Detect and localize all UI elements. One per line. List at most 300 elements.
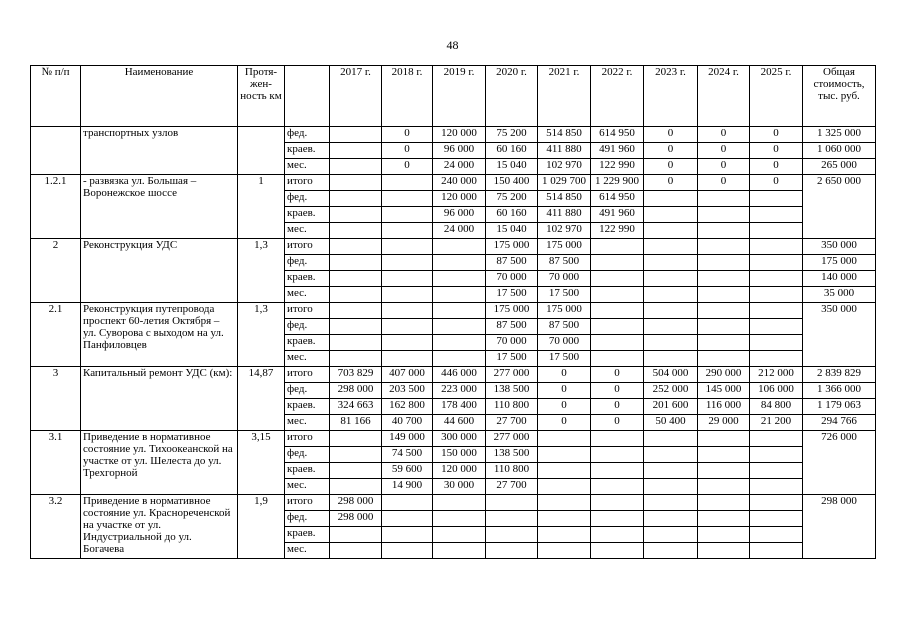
value-cell: 175 000 xyxy=(538,239,591,255)
value-cell xyxy=(591,271,644,287)
value-cell: 17 500 xyxy=(538,287,591,303)
value-cell: 504 000 xyxy=(644,367,698,383)
value-cell xyxy=(433,511,486,527)
value-cell xyxy=(750,255,803,271)
row-type-cell: итого xyxy=(285,175,330,191)
value-cell xyxy=(591,287,644,303)
header-length: Протя-жен-ность км xyxy=(238,66,285,127)
total-cell: 350 000 xyxy=(803,303,876,367)
header-year: 2025 г. xyxy=(750,66,803,127)
value-cell xyxy=(538,495,591,511)
row-type-cell: мес. xyxy=(285,479,330,495)
value-cell xyxy=(538,543,591,559)
value-cell xyxy=(698,191,750,207)
value-cell: 70 000 xyxy=(486,335,538,351)
value-cell xyxy=(382,303,433,319)
value-cell xyxy=(538,463,591,479)
value-cell: 446 000 xyxy=(433,367,486,383)
value-cell xyxy=(644,431,698,447)
value-cell xyxy=(698,255,750,271)
value-cell: 0 xyxy=(538,383,591,399)
row-length-cell: 1 xyxy=(238,175,285,239)
value-cell: 514 850 xyxy=(538,191,591,207)
row-number-cell: 3.2 xyxy=(31,495,81,559)
value-cell: 175 000 xyxy=(538,303,591,319)
value-cell xyxy=(591,319,644,335)
value-cell: 290 000 xyxy=(698,367,750,383)
value-cell: 149 000 xyxy=(382,431,433,447)
value-cell: 298 000 xyxy=(330,495,382,511)
value-cell xyxy=(433,543,486,559)
value-cell: 0 xyxy=(591,415,644,431)
value-cell xyxy=(750,303,803,319)
value-cell: 0 xyxy=(750,127,803,143)
row-name-cell: Приведение в нормативное состояние ул. Краснореченской на участке от ул. Индустриальной до ул. Богачева xyxy=(81,495,238,559)
header-year: 2021 г. xyxy=(538,66,591,127)
value-cell: 50 400 xyxy=(644,415,698,431)
value-cell: 298 000 xyxy=(330,383,382,399)
value-cell xyxy=(644,271,698,287)
total-cell: 140 000 xyxy=(803,271,876,287)
value-cell: 27 700 xyxy=(486,415,538,431)
row-type-cell: краев. xyxy=(285,143,330,159)
value-cell xyxy=(750,191,803,207)
value-cell xyxy=(644,479,698,495)
value-cell xyxy=(750,527,803,543)
value-cell: 59 600 xyxy=(382,463,433,479)
value-cell xyxy=(591,495,644,511)
header-num: № п/п xyxy=(31,66,81,127)
value-cell xyxy=(330,335,382,351)
value-cell xyxy=(382,335,433,351)
value-cell: 201 600 xyxy=(644,399,698,415)
row-name-cell: Реконструкция УДС xyxy=(81,239,238,303)
value-cell xyxy=(750,319,803,335)
row-number-cell: 2 xyxy=(31,239,81,303)
value-cell xyxy=(330,527,382,543)
value-cell: 0 xyxy=(382,127,433,143)
value-cell xyxy=(698,319,750,335)
header-year: 2017 г. xyxy=(330,66,382,127)
page-number: 48 xyxy=(446,38,459,52)
value-cell: 70 000 xyxy=(486,271,538,287)
value-cell xyxy=(644,287,698,303)
value-cell xyxy=(382,191,433,207)
total-cell: 1 179 063 xyxy=(803,399,876,415)
value-cell: 223 000 xyxy=(433,383,486,399)
value-cell xyxy=(591,351,644,367)
row-type-cell: краев. xyxy=(285,527,330,543)
value-cell: 212 000 xyxy=(750,367,803,383)
row-type-cell: краев. xyxy=(285,399,330,415)
value-cell xyxy=(382,319,433,335)
value-cell xyxy=(750,351,803,367)
budget-table xyxy=(30,65,876,559)
row-type-cell: итого xyxy=(285,303,330,319)
value-cell: 60 160 xyxy=(486,143,538,159)
value-cell xyxy=(433,271,486,287)
value-cell xyxy=(330,271,382,287)
row-number-cell xyxy=(31,127,81,175)
value-cell xyxy=(750,495,803,511)
value-cell xyxy=(330,223,382,239)
value-cell: 0 xyxy=(591,367,644,383)
total-cell: 298 000 xyxy=(803,495,876,559)
row-type-cell: итого xyxy=(285,431,330,447)
value-cell xyxy=(698,479,750,495)
value-cell: 277 000 xyxy=(486,367,538,383)
value-cell: 277 000 xyxy=(486,431,538,447)
value-cell xyxy=(591,463,644,479)
value-cell xyxy=(750,463,803,479)
value-cell xyxy=(644,511,698,527)
value-cell xyxy=(591,479,644,495)
value-cell: 102 970 xyxy=(538,223,591,239)
header-year: 2024 г. xyxy=(698,66,750,127)
value-cell: 106 000 xyxy=(750,383,803,399)
value-cell xyxy=(382,255,433,271)
value-cell: 75 200 xyxy=(486,127,538,143)
value-cell: 75 200 xyxy=(486,191,538,207)
row-type-cell: мес. xyxy=(285,223,330,239)
value-cell xyxy=(698,303,750,319)
value-cell: 411 880 xyxy=(538,207,591,223)
value-cell xyxy=(382,223,433,239)
value-cell xyxy=(698,431,750,447)
value-cell xyxy=(330,287,382,303)
row-length-cell: 14,87 xyxy=(238,367,285,431)
value-cell: 44 600 xyxy=(433,415,486,431)
value-cell xyxy=(698,447,750,463)
row-type-cell: краев. xyxy=(285,207,330,223)
row-number-cell: 2.1 xyxy=(31,303,81,367)
value-cell: 0 xyxy=(644,127,698,143)
value-cell: 203 500 xyxy=(382,383,433,399)
header-name: Наименование xyxy=(81,66,238,127)
row-length-cell xyxy=(238,127,285,175)
value-cell: 87 500 xyxy=(538,319,591,335)
total-cell: 294 766 xyxy=(803,415,876,431)
value-cell: 0 xyxy=(382,143,433,159)
value-cell xyxy=(433,319,486,335)
value-cell: 87 500 xyxy=(538,255,591,271)
value-cell: 491 960 xyxy=(591,207,644,223)
value-cell xyxy=(330,319,382,335)
value-cell: 30 000 xyxy=(433,479,486,495)
total-cell: 350 000 xyxy=(803,239,876,255)
value-cell: 175 000 xyxy=(486,239,538,255)
value-cell: 614 950 xyxy=(591,191,644,207)
value-cell xyxy=(750,479,803,495)
header-year: 2023 г. xyxy=(644,66,698,127)
value-cell: 0 xyxy=(644,175,698,191)
value-cell: 0 xyxy=(698,159,750,175)
value-cell xyxy=(486,511,538,527)
value-cell xyxy=(591,543,644,559)
value-cell: 110 800 xyxy=(486,463,538,479)
value-cell xyxy=(750,207,803,223)
row-type-cell: фед. xyxy=(285,447,330,463)
value-cell xyxy=(644,351,698,367)
header-year: 2022 г. xyxy=(591,66,644,127)
value-cell: 300 000 xyxy=(433,431,486,447)
value-cell xyxy=(330,447,382,463)
header-total: Общая стоимость, тыс. руб. xyxy=(803,66,876,127)
row-type-cell: итого xyxy=(285,495,330,511)
row-name-cell: Реконструкция путепровода проспект 60-летия Октября – ул. Суворова с выходом на ул. Панфиловцев xyxy=(81,303,238,367)
value-cell xyxy=(591,335,644,351)
value-cell xyxy=(330,479,382,495)
value-cell xyxy=(750,511,803,527)
value-cell: 96 000 xyxy=(433,207,486,223)
value-cell xyxy=(433,351,486,367)
row-length-cell: 1,9 xyxy=(238,495,285,559)
value-cell xyxy=(698,495,750,511)
value-cell xyxy=(433,255,486,271)
table-row xyxy=(31,431,876,447)
value-cell xyxy=(382,511,433,527)
value-cell xyxy=(382,527,433,543)
row-number-cell: 1.2.1 xyxy=(31,175,81,239)
value-cell xyxy=(330,431,382,447)
value-cell: 74 500 xyxy=(382,447,433,463)
value-cell: 175 000 xyxy=(486,303,538,319)
value-cell: 15 040 xyxy=(486,223,538,239)
value-cell: 150 400 xyxy=(486,175,538,191)
value-cell: 84 800 xyxy=(750,399,803,415)
header-year: 2020 г. xyxy=(486,66,538,127)
value-cell xyxy=(750,447,803,463)
value-cell xyxy=(750,543,803,559)
value-cell: 17 500 xyxy=(486,287,538,303)
value-cell: 81 166 xyxy=(330,415,382,431)
value-cell: 0 xyxy=(538,415,591,431)
value-cell: 120 000 xyxy=(433,127,486,143)
value-cell xyxy=(644,303,698,319)
value-cell: 1 029 700 xyxy=(538,175,591,191)
value-cell xyxy=(698,271,750,287)
row-type-cell: краев. xyxy=(285,335,330,351)
value-cell xyxy=(382,287,433,303)
value-cell xyxy=(538,527,591,543)
value-cell: 0 xyxy=(750,143,803,159)
value-cell xyxy=(644,463,698,479)
value-cell xyxy=(591,511,644,527)
value-cell: 14 900 xyxy=(382,479,433,495)
value-cell xyxy=(330,303,382,319)
value-cell: 1 229 900 xyxy=(591,175,644,191)
value-cell xyxy=(644,335,698,351)
row-length-cell: 1,3 xyxy=(238,303,285,367)
row-type-cell: фед. xyxy=(285,127,330,143)
total-cell: 265 000 xyxy=(803,159,876,175)
value-cell: 87 500 xyxy=(486,255,538,271)
value-cell xyxy=(644,223,698,239)
value-cell: 0 xyxy=(698,143,750,159)
value-cell: 0 xyxy=(538,367,591,383)
value-cell xyxy=(644,239,698,255)
value-cell: 116 000 xyxy=(698,399,750,415)
value-cell xyxy=(330,175,382,191)
value-cell xyxy=(433,287,486,303)
value-cell xyxy=(698,223,750,239)
total-cell: 726 000 xyxy=(803,431,876,495)
value-cell xyxy=(644,527,698,543)
row-type-cell: мес. xyxy=(285,351,330,367)
value-cell xyxy=(698,351,750,367)
value-cell xyxy=(591,431,644,447)
value-cell: 0 xyxy=(382,159,433,175)
value-cell xyxy=(330,207,382,223)
row-name-cell: Капитальный ремонт УДС (км): xyxy=(81,367,238,431)
value-cell: 252 000 xyxy=(644,383,698,399)
value-cell: 411 880 xyxy=(538,143,591,159)
value-cell xyxy=(382,495,433,511)
value-cell xyxy=(486,495,538,511)
table-row xyxy=(31,367,876,383)
row-type-cell: фед. xyxy=(285,191,330,207)
value-cell: 138 500 xyxy=(486,383,538,399)
value-cell: 17 500 xyxy=(538,351,591,367)
value-cell xyxy=(486,527,538,543)
value-cell xyxy=(382,351,433,367)
value-cell xyxy=(330,239,382,255)
value-cell: 122 990 xyxy=(591,223,644,239)
value-cell: 614 950 xyxy=(591,127,644,143)
value-cell xyxy=(750,287,803,303)
row-type-cell: мес. xyxy=(285,287,330,303)
value-cell xyxy=(330,159,382,175)
value-cell xyxy=(698,463,750,479)
value-cell xyxy=(698,239,750,255)
total-cell: 2 839 829 xyxy=(803,367,876,383)
value-cell xyxy=(330,255,382,271)
value-cell xyxy=(644,191,698,207)
value-cell xyxy=(698,511,750,527)
total-cell: 175 000 xyxy=(803,255,876,271)
value-cell xyxy=(591,239,644,255)
row-type-cell: фед. xyxy=(285,255,330,271)
value-cell: 150 000 xyxy=(433,447,486,463)
value-cell xyxy=(433,335,486,351)
value-cell xyxy=(591,447,644,463)
header-year: 2019 г. xyxy=(433,66,486,127)
value-cell: 24 000 xyxy=(433,159,486,175)
value-cell: 324 663 xyxy=(330,399,382,415)
row-type-cell: итого xyxy=(285,239,330,255)
value-cell: 70 000 xyxy=(538,271,591,287)
header-type xyxy=(285,66,330,127)
value-cell xyxy=(330,143,382,159)
total-cell: 2 650 000 xyxy=(803,175,876,239)
value-cell xyxy=(382,239,433,255)
row-type-cell: итого xyxy=(285,367,330,383)
row-name-cell: транспортных узлов xyxy=(81,127,238,175)
value-cell: 298 000 xyxy=(330,511,382,527)
value-cell: 24 000 xyxy=(433,223,486,239)
table-row xyxy=(31,303,876,319)
value-cell xyxy=(644,207,698,223)
value-cell xyxy=(644,543,698,559)
value-cell xyxy=(698,335,750,351)
row-type-cell: краев. xyxy=(285,463,330,479)
value-cell: 70 000 xyxy=(538,335,591,351)
value-cell: 0 xyxy=(591,383,644,399)
value-cell: 29 000 xyxy=(698,415,750,431)
value-cell: 27 700 xyxy=(486,479,538,495)
value-cell xyxy=(698,527,750,543)
table-body xyxy=(31,127,876,559)
value-cell: 17 500 xyxy=(486,351,538,367)
value-cell: 87 500 xyxy=(486,319,538,335)
value-cell: 145 000 xyxy=(698,383,750,399)
value-cell xyxy=(382,271,433,287)
value-cell xyxy=(591,303,644,319)
row-type-cell: фед. xyxy=(285,383,330,399)
value-cell: 0 xyxy=(644,159,698,175)
row-length-cell: 1,3 xyxy=(238,239,285,303)
value-cell: 138 500 xyxy=(486,447,538,463)
value-cell xyxy=(382,207,433,223)
value-cell xyxy=(486,543,538,559)
value-cell xyxy=(750,431,803,447)
value-cell: 120 000 xyxy=(433,463,486,479)
value-cell xyxy=(538,479,591,495)
value-cell xyxy=(644,447,698,463)
value-cell xyxy=(750,223,803,239)
table-row xyxy=(31,175,876,191)
value-cell xyxy=(538,511,591,527)
total-cell: 35 000 xyxy=(803,287,876,303)
value-cell xyxy=(433,495,486,511)
value-cell: 491 960 xyxy=(591,143,644,159)
value-cell xyxy=(433,239,486,255)
value-cell xyxy=(591,255,644,271)
value-cell xyxy=(750,271,803,287)
value-cell xyxy=(330,463,382,479)
value-cell: 0 xyxy=(698,127,750,143)
value-cell xyxy=(644,319,698,335)
value-cell xyxy=(698,207,750,223)
value-cell: 110 800 xyxy=(486,399,538,415)
row-name-cell: Приведение в нормативное состояние ул. Тихоокеанской на участке от ул. Шелеста до ул. Трехгорной xyxy=(81,431,238,495)
value-cell xyxy=(750,239,803,255)
value-cell: 162 800 xyxy=(382,399,433,415)
value-cell xyxy=(330,351,382,367)
value-cell: 15 040 xyxy=(486,159,538,175)
value-cell: 60 160 xyxy=(486,207,538,223)
value-cell: 96 000 xyxy=(433,143,486,159)
table-row xyxy=(31,127,876,143)
header-row xyxy=(31,66,876,127)
value-cell: 703 829 xyxy=(330,367,382,383)
value-cell: 40 700 xyxy=(382,415,433,431)
row-type-cell: фед. xyxy=(285,511,330,527)
value-cell: 514 850 xyxy=(538,127,591,143)
value-cell: 0 xyxy=(750,159,803,175)
row-type-cell: фед. xyxy=(285,319,330,335)
total-cell: 1 325 000 xyxy=(803,127,876,143)
table-row xyxy=(31,239,876,255)
row-length-cell: 3,15 xyxy=(238,431,285,495)
value-cell xyxy=(382,175,433,191)
value-cell xyxy=(644,255,698,271)
value-cell xyxy=(698,287,750,303)
value-cell xyxy=(644,495,698,511)
value-cell xyxy=(330,191,382,207)
row-type-cell: мес. xyxy=(285,415,330,431)
row-type-cell: мес. xyxy=(285,543,330,559)
